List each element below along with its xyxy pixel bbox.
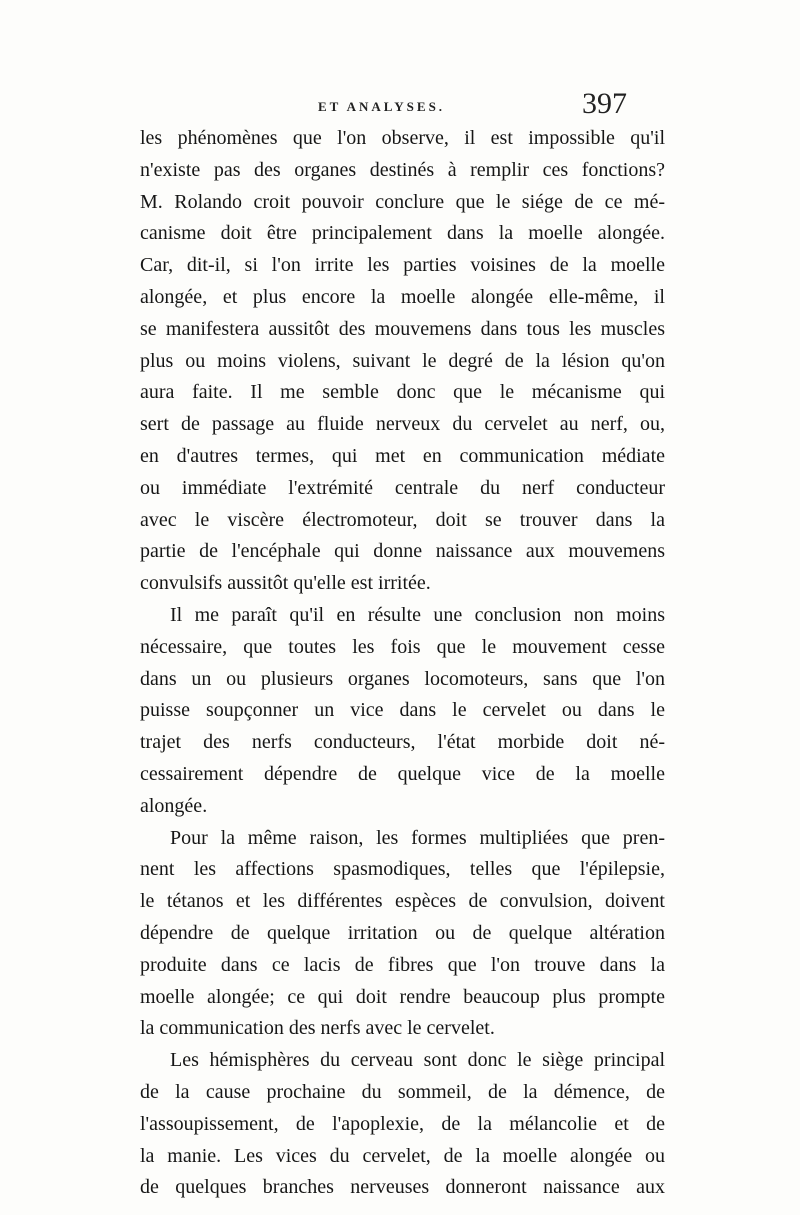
text-line: se manifestera aussitôt des mouvemens dans tous les muscles [140,317,665,340]
text-line: produite dans ce lacis de fibres que l'on trouve dans la [140,953,665,976]
page-number: 397 [582,87,627,120]
text-line: Car, dit-il, si l'on irrite les parties voisines de la moelle [140,254,665,277]
text-line: partie de l'encéphale qui donne naissance aux mouvemens [140,540,665,563]
text-line: moelle alongée; ce qui doit rendre beaucoup plus prompte [140,985,665,1008]
body-text [140,123,665,1204]
text-line: M. Rolando croit pouvoir conclure que le siége de ce mé- [140,190,665,213]
text-line: dépendre de quelque irritation ou de quelque altération [140,921,665,944]
text-line: nent les affections spasmodiques, telles que l'épilepsie, [140,858,665,881]
text-line: aura faite. Il me semble donc que le mécanisme qui [140,381,665,404]
paragraph-last-line: convulsifs aussitôt qu'elle est irritée. [140,572,431,595]
running-title: ET ANALYSES. [318,99,446,114]
text-line: plus ou moins violens, suivant le degré de la lésion qu'on [140,349,665,372]
text-line: le tétanos et les différentes espèces de convulsion, doivent [140,890,665,913]
text-line: avec le viscère électromoteur, doit se trouver dans la [140,508,665,531]
paragraph-first-line: Il me paraît qu'il en résulte une conclusion non moins [170,603,665,626]
text-line: trajet des nerfs conducteurs, l'état morbide doit né- [140,731,665,754]
text-line: alongée, et plus encore la moelle alongée elle-même, il [140,285,665,308]
running-head [0,83,800,123]
text-line: les phénomènes que l'on observe, il est impossible qu'il [140,127,665,149]
text-line: la manie. Les vices du cervelet, de la moelle alongée ou [140,1144,665,1167]
text-line: cessairement dépendre de quelque vice de la moelle [140,762,665,785]
text-line: en d'autres termes, qui met en communication médiate [140,444,665,467]
text-line: n'existe pas des organes destinés à remplir ces fonctions? [140,158,665,181]
paragraph-last-line: la communication des nerfs avec le cervelet. [140,1017,495,1040]
text-line: sert de passage au fluide nerveux du cervelet au nerf, ou, [140,413,665,436]
paragraph-first-line: Pour la même raison, les formes multipliées que pren- [170,826,665,849]
paragraph-last-line: alongée. [140,794,208,817]
text-line: ou immédiate l'extrémité centrale du nerf conducteur [140,476,665,499]
text-line: l'assoupissement, de l'apoplexie, de la mélancolie et de [140,1112,665,1135]
text-line: de la cause prochaine du sommeil, de la démence, de [140,1080,665,1103]
text-line: puisse soupçonner un vice dans le cervelet ou dans le [140,699,665,722]
text-line: nécessaire, que toutes les fois que le mouvement cesse [140,635,665,658]
paragraph-first-line: Les hémisphères du cerveau sont donc le siège principal [170,1049,665,1072]
text-line: de quelques branches nerveuses donneront naissance aux [140,1176,665,1199]
text-line: dans un ou plusieurs organes locomoteurs, sans que l'on [140,667,665,690]
text-line: canisme doit être principalement dans la moelle alongée. [140,222,665,245]
